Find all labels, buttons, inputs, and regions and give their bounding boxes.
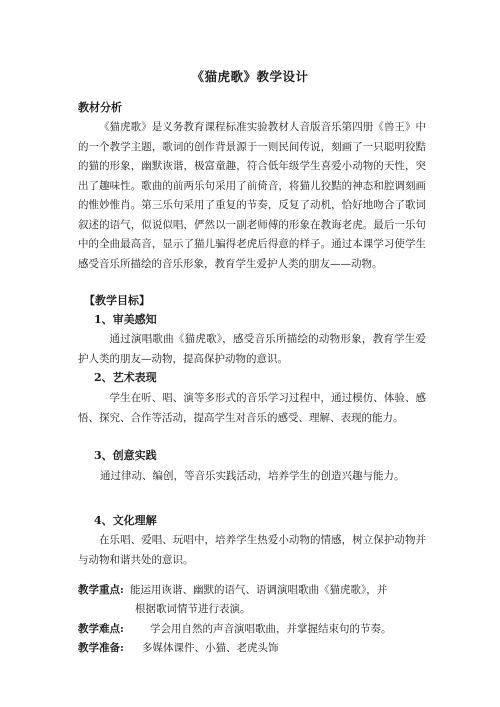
analysis-paragraph: 《猫虎歌》是义务教育课程标准实验教材人音版音乐第四册《兽王》中的一个教学主题，歌词的创作背景源于一则民间传说，刻画了一只聪明狡黠的猫的形象，幽默诙谐，极富童趣，符合低年级学生喜爱小动物的天性，突出了趣味性。歌曲的前两乐句采用了前倚音，将猫儿狡黠的神态和腔调刻画的惟妙惟肖。第三乐句采用了重复的节奏，反复了动机，恰好地吻合了歌词叙述的语气，似说似唱，俨然以一副老师傅的形象在教诲老虎。最后一乐句中的全曲最高音，显示了猫儿骗得老虎后得意的样子。通过本课学习使学生感受音乐所描绘的音乐形象，教育学生爱护人类的朋友——动物。: [78, 121, 426, 270]
goal-4-text: 在乐唱、爱唱、玩唱中，培养学生热爱小动物的情感，树立保护动物并与动物和谐共处的意识。: [78, 534, 426, 566]
page-title: 《猫虎歌》教学设计: [191, 69, 309, 84]
difficulty-label: 教学难点:: [78, 623, 124, 635]
goal-3-text: 通过律动、编创，等音乐实践活动，培养学生的创造兴趣与能力。: [100, 470, 405, 482]
goal-3-heading: 3、创意实践: [94, 449, 157, 462]
goal-2-heading: 2、艺术表现: [94, 371, 157, 384]
key-point-text-line2: 根据歌词情节进行表演。: [135, 603, 251, 615]
key-point-label: 教学重点:: [78, 584, 124, 596]
difficulty-row: [78, 620, 438, 639]
analysis-heading: 教材分析: [78, 101, 122, 114]
goal-4-heading: 4、文化理解: [94, 514, 157, 527]
goal-1-heading: 1、审美感知: [94, 313, 157, 326]
goal-2-text: 学生在听、唱、演等多形式的音乐学习过程中，通过模仿、体验、感悟、探究、合作等活动，提高学生对音乐的感受、理解、表现的能力。: [78, 392, 426, 424]
difficulty-text: 学会用自然的声音演唱歌曲，并掌握结束句的节奏。: [150, 623, 392, 635]
goal-1-text: 通过演唱歌曲《猫虎歌》，感受音乐所描绘的动物形象，教育学生爱护人类的朋友—动物，提高保护动物的意识。: [78, 333, 426, 365]
key-point-text-line1: 能运用诙谐、幽默的语气、语调演唱歌曲《猫虎歌》，并: [130, 584, 388, 596]
goals-heading: 【教学目标】: [84, 294, 150, 307]
prep-text: 多媒体课件、小猫、老虎头饰: [142, 642, 279, 654]
key-point-row: [78, 581, 438, 600]
prep-label: 教学准备:: [78, 642, 124, 654]
prep-row: [78, 639, 438, 658]
